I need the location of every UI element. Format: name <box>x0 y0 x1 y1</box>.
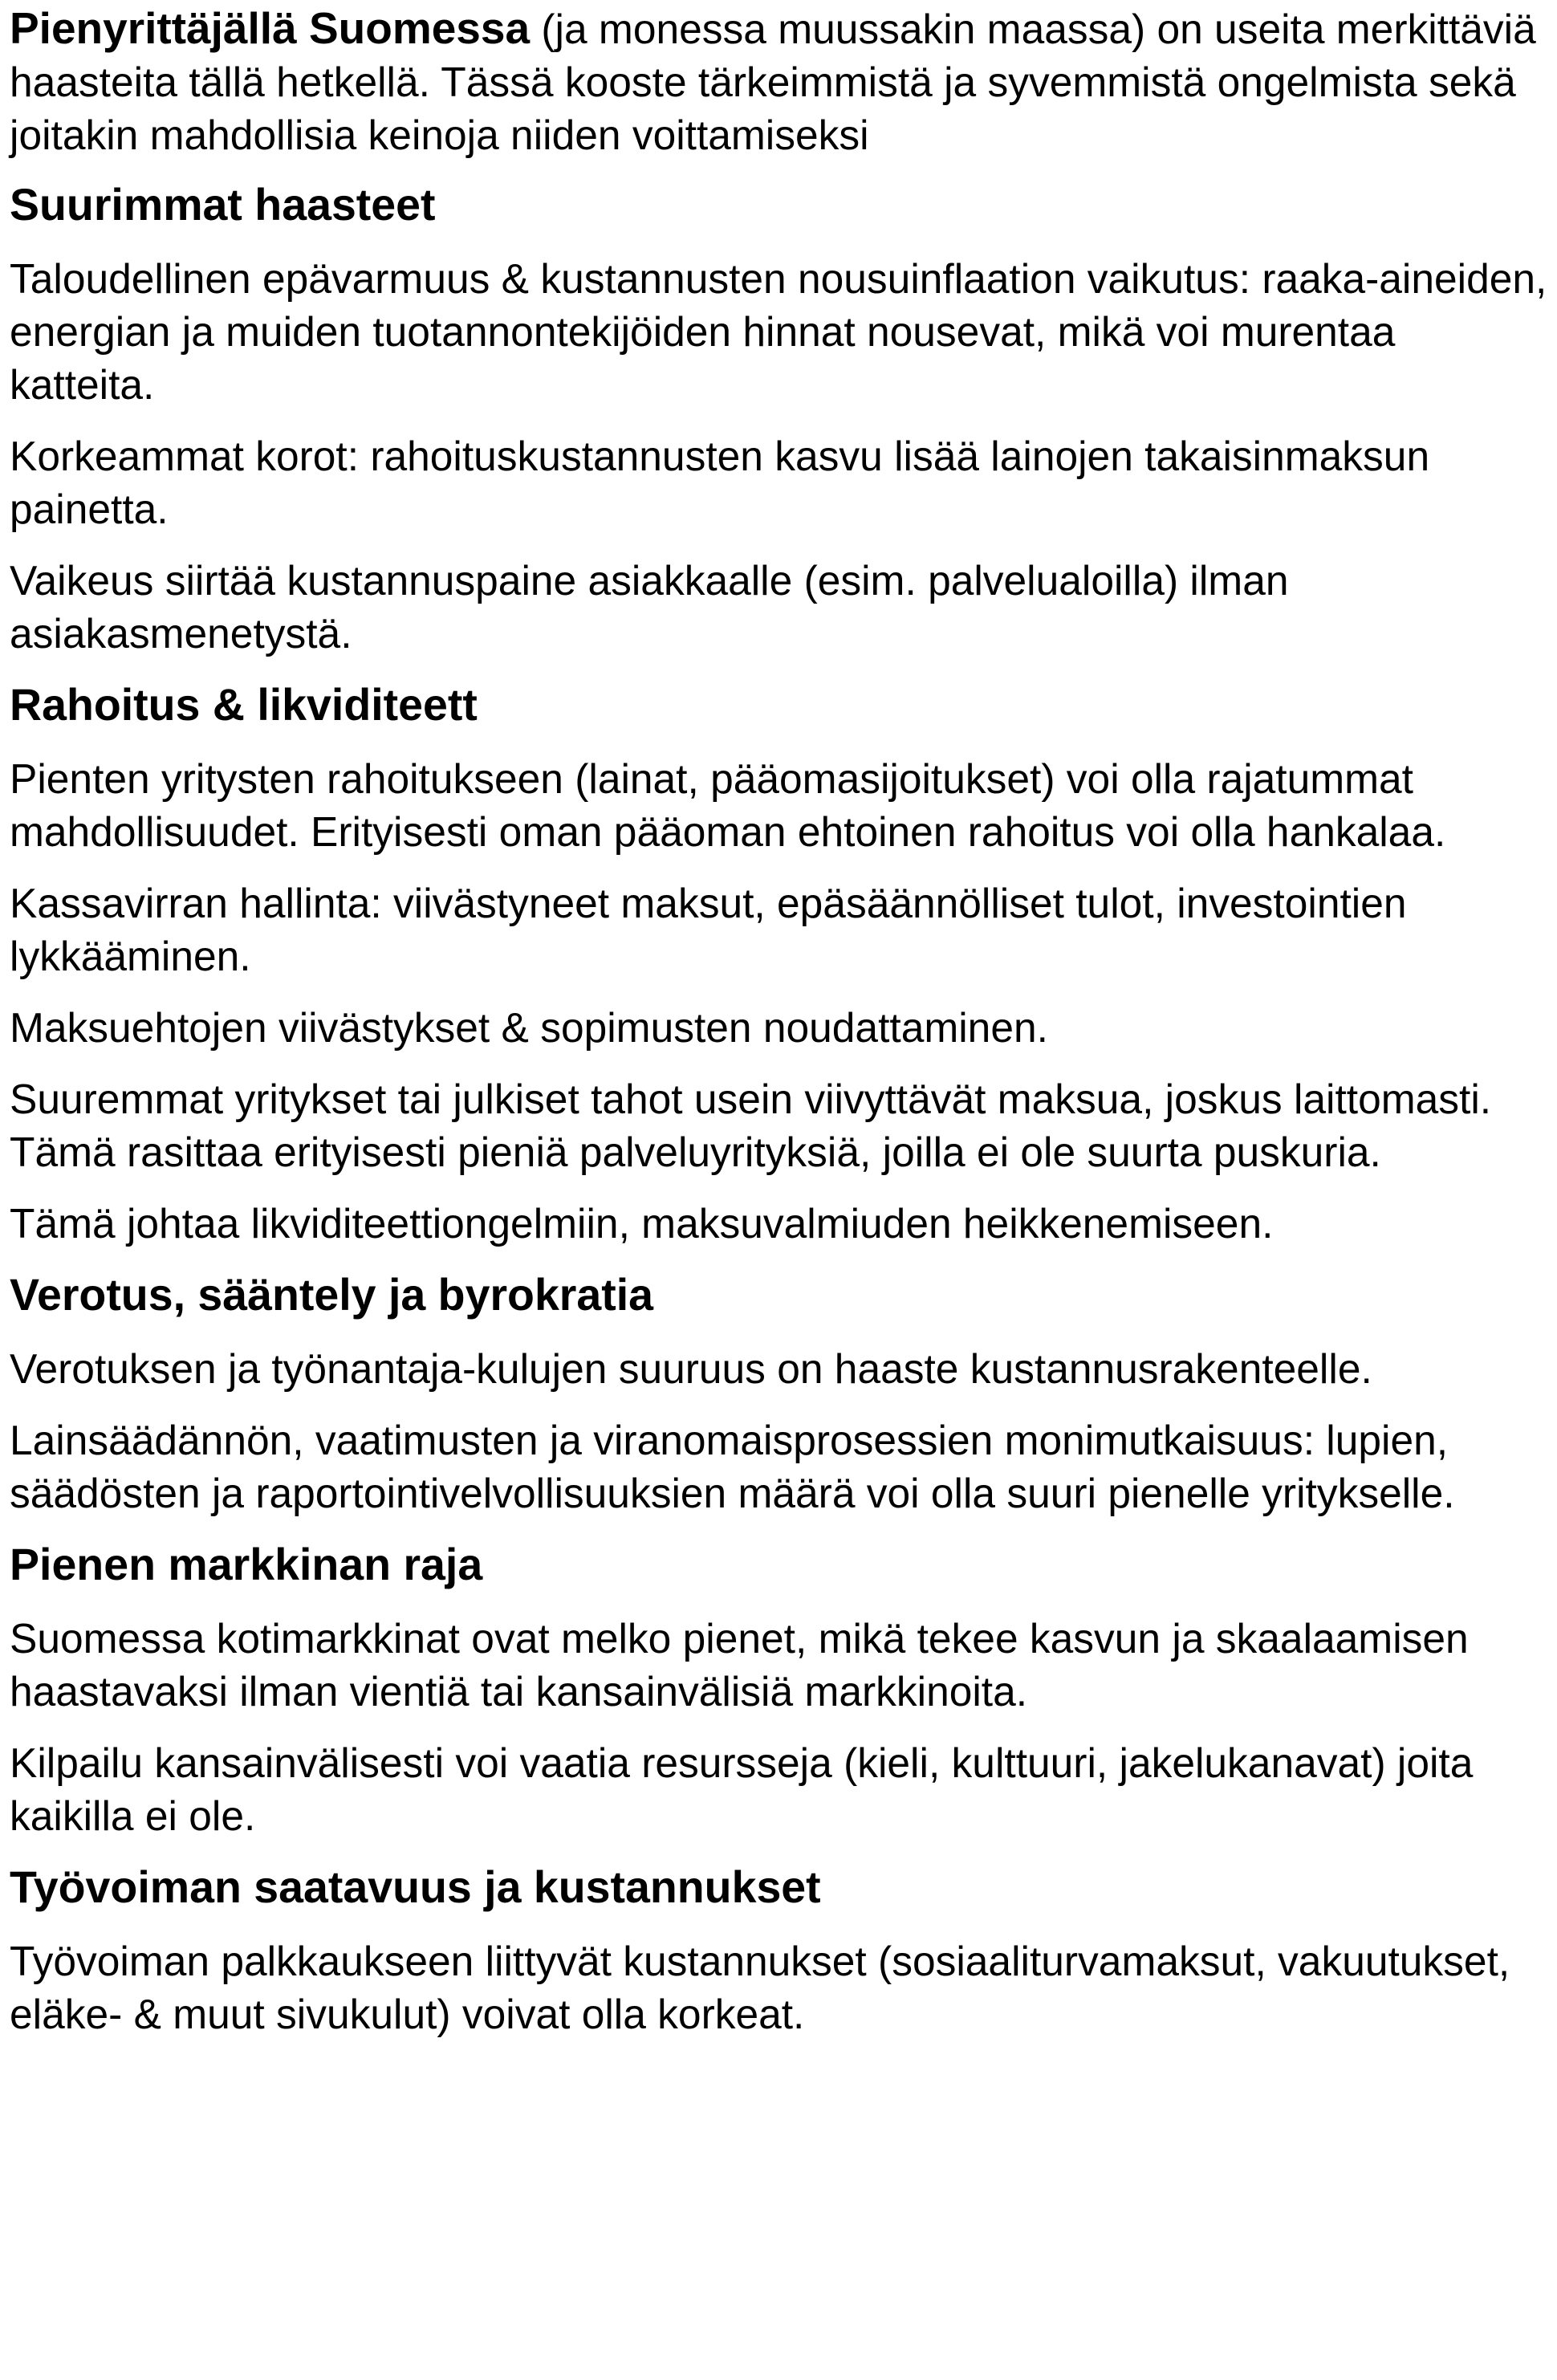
paragraph: Tämä johtaa likviditeettiongelmiin, maksuvalmiuden heikkenemiseen. <box>10 1200 1274 1247</box>
section-heading: Rahoitus & likviditeett <box>10 680 478 730</box>
paragraph: Kassavirran hallinta: viivästyneet maksut, epäsäännölliset tulot, investointien lykkääminen. <box>10 880 1407 979</box>
paragraph: Lainsäädännön, vaatimusten ja viranomaisprosessien monimutkaisuus: lupien, säädösten ja raportointivelvollisuuksien määrä voi olla suuri pienelle yritykselle. <box>10 1417 1455 1516</box>
paragraph: Vaikeus siirtää kustannuspaine asiakkaalle (esim. palvelualoilla) ilman asiakasmenetystä. <box>10 557 1289 657</box>
paragraph: Taloudellinen epävarmuus & kustannusten nousuinflaation vaikutus: raaka-aineiden, energian ja muiden tuotannontekijöiden hinnat nousevat, mikä voi murentaa katteita. <box>10 255 1547 408</box>
paragraph: Korkeammat korot: rahoituskustannusten kasvu lisää lainojen takaisinmaksun painetta. <box>10 433 1430 532</box>
paragraph: Verotuksen ja työnantaja-kulujen suuruus on haaste kustannusrakenteelle. <box>10 1345 1372 1392</box>
intro-paragraph <box>10 2 1547 161</box>
intro-text: (ja monessa muussakin maassa) on useita merkittäviä haasteita tällä hetkellä. Tässä kooste tärkeimmistä ja syvemmistä ongelmista sekä joitakin mahdollisia keinoja niiden voittamiseksi <box>10 6 1536 158</box>
section-heading: Suurimmat haasteet <box>10 180 436 230</box>
paragraph: Kilpailu kansainvälisesti voi vaatia resursseja (kieli, kulttuuri, jakelukanavat) joita kaikilla ei ole. <box>10 1739 1474 1839</box>
paragraph: Maksuehtojen viivästykset & sopimusten noudattaminen. <box>10 1004 1048 1051</box>
section-heading: Verotus, sääntely ja byrokratia <box>10 1270 654 1320</box>
paragraph: Pienten yritysten rahoitukseen (lainat, pääomasijoitukset) voi olla rajatummat mahdollisuudet. Erityisesti oman pääoman ehtoinen rahoitus voi olla hankalaa. <box>10 755 1446 855</box>
paragraph: Suomessa kotimarkkinat ovat melko pienet, mikä tekee kasvun ja skaalaamisen haastavaksi ilman vientiä tai kansainvälisiä markkinoita. <box>10 1615 1469 1715</box>
intro-lead: Pienyrittäjällä Suomessa <box>10 3 531 53</box>
section-heading: Pienen markkinan raja <box>10 1540 483 1589</box>
section-heading: Työvoiman saatavuus ja kustannukset <box>10 1862 821 1912</box>
paragraph: Työvoiman palkkaukseen liittyvät kustannukset (sosiaaliturvamaksut, vakuutukset, eläke- & muut sivukulut) voivat olla korkeat. <box>10 1938 1510 2037</box>
paragraph: Suuremmat yritykset tai julkiset tahot usein viivyttävät maksua, joskus laittomasti. Tämä rasittaa erityisesti pieniä palveluyrityksiä, joilla ei ole suurta puskuria. <box>10 1076 1492 1175</box>
